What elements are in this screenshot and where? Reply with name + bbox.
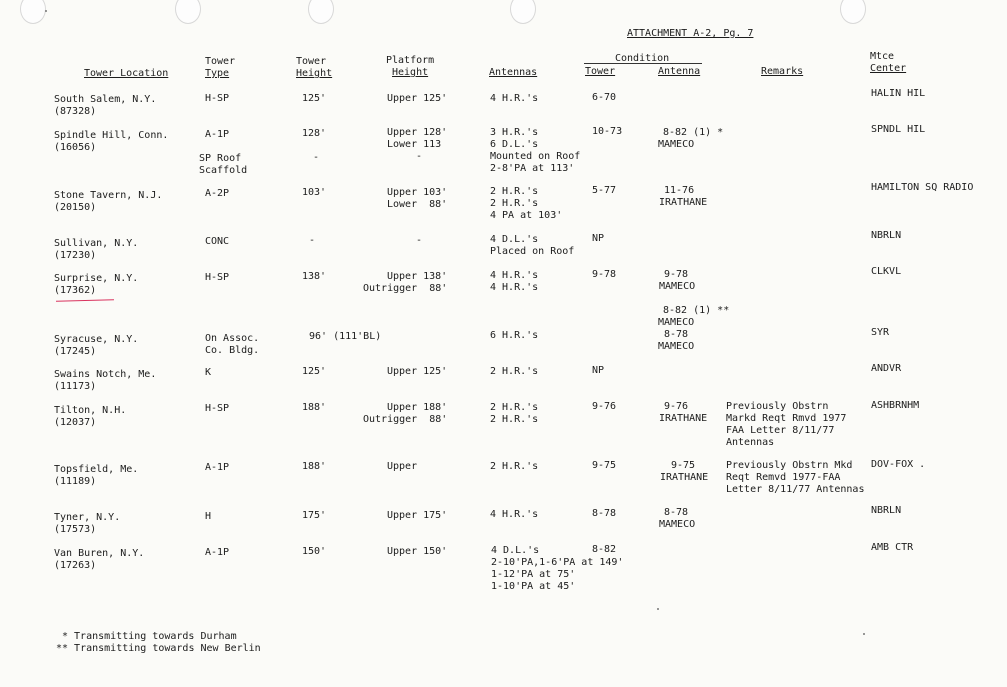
- header-condition: Condition: [615, 53, 670, 64]
- row-cond-antenna: MAMECO: [659, 281, 696, 292]
- row-antennas: 1-10'PA at 45': [491, 581, 576, 592]
- row-location-code: (11189): [54, 476, 97, 487]
- header-remarks: Remarks: [761, 66, 804, 77]
- row-cond-tower: 9-78: [592, 269, 617, 280]
- row-tower-height: 188': [302, 461, 327, 472]
- row-antennas: 4 H.R.'s: [490, 270, 539, 281]
- row-antennas: Mounted on Roof: [490, 151, 581, 162]
- row-location: Tilton, N.H.: [54, 405, 127, 416]
- row-mtce-center: SYR: [871, 327, 890, 338]
- row-location: Swains Notch, Me.: [54, 369, 157, 380]
- row-location-code: (11173): [54, 381, 97, 392]
- row-location-code: (17263): [54, 560, 97, 571]
- row-cond-tower: NP: [592, 365, 605, 376]
- row-remarks: Previously Obstrn: [726, 401, 829, 412]
- row-tower-height: -: [309, 235, 316, 246]
- row-mtce-center: HALIN HIL: [871, 88, 926, 99]
- row-antennas: 6 D.L.'s: [490, 139, 539, 150]
- row-cond-antenna: 8-82 (1) *: [663, 127, 724, 138]
- row-location: Van Buren, N.Y.: [54, 548, 145, 559]
- row-antennas: 2 H.R.'s: [490, 186, 539, 197]
- row-platform: Upper 175': [387, 510, 448, 521]
- row-tower-height: 150': [302, 546, 327, 557]
- row-cond-tower: 8-78: [592, 508, 617, 519]
- row-antennas: 4 H.R.'s: [490, 509, 539, 520]
- header-tower-type-2: Type: [205, 68, 230, 79]
- row-tower-type: A-1P: [205, 129, 230, 140]
- row-platform: Lower 88': [387, 199, 448, 210]
- row-tower-type: K: [205, 367, 212, 378]
- row-antennas: 4 D.L.'s: [491, 545, 540, 556]
- row-antennas: 2 H.R.'s: [490, 414, 539, 425]
- row-platform: Upper 188': [387, 402, 448, 413]
- header-platform-height-2: Height: [392, 67, 429, 78]
- row-mtce-center: ANDVR: [871, 363, 902, 374]
- row-antennas: 4 H.R.'s: [490, 93, 539, 104]
- row-cond-tower: 6-70: [592, 92, 617, 103]
- row-location: Spindle Hill, Conn.: [54, 130, 169, 141]
- footnote-new-berlin: ** Transmitting towards New Berlin: [56, 643, 261, 654]
- header-condition-antenna: Antenna: [658, 66, 701, 77]
- row-tower-height: 188': [302, 402, 327, 413]
- scan-speck: [45, 10, 47, 12]
- row-antennas: 2 H.R.'s: [490, 198, 539, 209]
- row-tower-type: SP Roof: [199, 153, 242, 164]
- row-antennas: 4 D.L.'s: [490, 234, 539, 245]
- row-antennas: 4 H.R.'s: [490, 282, 539, 293]
- row-antennas: 2 H.R.'s: [490, 366, 539, 377]
- header-mtce-center-1: Mtce: [870, 51, 895, 62]
- row-tower-type: On Assoc.: [205, 333, 260, 344]
- row-mtce-center: AMB CTR: [871, 542, 914, 553]
- row-cond-antenna: 9-76: [664, 401, 689, 412]
- header-antennas: Antennas: [489, 67, 538, 78]
- row-mtce-center: NBRLN: [871, 505, 902, 516]
- row-antennas: Placed on Roof: [490, 246, 575, 257]
- row-tower-height: 175': [302, 510, 327, 521]
- row-mtce-center: DOV-FOX .: [871, 459, 926, 470]
- row-remarks: Reqt Remvd 1977-FAA: [726, 472, 841, 483]
- row-antennas: 6 H.R.'s: [490, 330, 539, 341]
- row-tower-height: 96' (111'BL): [309, 331, 382, 342]
- row-platform: Upper 125': [387, 93, 448, 104]
- row-tower-type: A-1P: [205, 547, 230, 558]
- scan-speck: [657, 608, 659, 610]
- row-cond-antenna: IRATHANE: [660, 472, 709, 483]
- row-cond-antenna: 8-82 (1) **: [663, 305, 730, 316]
- row-location: South Salem, N.Y.: [54, 94, 157, 105]
- binder-hole: [510, 0, 536, 24]
- row-mtce-center: ASHBRNHM: [871, 400, 920, 411]
- row-platform: -: [416, 151, 423, 162]
- row-antennas: 2 H.R.'s: [490, 402, 539, 413]
- condition-rule: [584, 63, 702, 64]
- row-cond-tower: 5-77: [592, 185, 617, 196]
- row-platform: -: [416, 235, 423, 246]
- header-tower-type-1: Tower: [205, 56, 236, 67]
- row-cond-antenna: MAMECO: [659, 519, 696, 530]
- row-location-code: (17573): [54, 524, 97, 535]
- row-tower-height: -: [313, 152, 320, 163]
- row-cond-antenna: 8-78: [664, 507, 689, 518]
- row-tower-type: H-SP: [205, 403, 230, 414]
- row-cond-tower: 9-76: [592, 401, 617, 412]
- row-cond-tower: 8-82: [592, 544, 617, 555]
- row-tower-type: H-SP: [205, 93, 230, 104]
- row-cond-antenna: IRATHANE: [659, 197, 708, 208]
- row-mtce-center: CLKVL: [871, 266, 902, 277]
- binder-hole: [175, 0, 201, 24]
- header-platform-height-1: Platform: [386, 55, 435, 66]
- row-platform: Upper 138': [387, 271, 448, 282]
- row-cond-antenna: 9-78: [664, 269, 689, 280]
- row-tower-type: Scaffold: [199, 165, 248, 176]
- row-tower-height: 138': [302, 271, 327, 282]
- row-location-code: (17362): [54, 285, 97, 296]
- row-remarks: Markd Reqt Rmvd 1977: [726, 413, 847, 424]
- row-antennas: 3 H.R.'s: [490, 127, 539, 138]
- row-cond-antenna: 9-75: [671, 460, 696, 471]
- row-tower-type: A-2P: [205, 188, 230, 199]
- row-cond-antenna: MAMECO: [658, 139, 695, 150]
- row-tower-type: Co. Bldg.: [205, 345, 260, 356]
- binder-hole: [20, 0, 46, 24]
- row-location-code: (16056): [54, 142, 97, 153]
- row-tower-type: CONC: [205, 236, 230, 247]
- row-cond-tower: 9-75: [592, 460, 617, 471]
- row-platform: Upper 125': [387, 366, 448, 377]
- row-cond-tower: 10-73: [592, 126, 623, 137]
- row-cond-antenna: IRATHANE: [659, 413, 708, 424]
- row-platform: Upper 128': [387, 127, 448, 138]
- row-platform: Outrigger 88': [363, 283, 448, 294]
- row-location: Topsfield, Me.: [54, 464, 139, 475]
- row-remarks: Previously Obstrn Mkd: [726, 460, 853, 471]
- row-tower-height: 125': [302, 93, 327, 104]
- row-antennas: 2 H.R.'s: [490, 461, 539, 472]
- row-tower-height: 125': [302, 366, 327, 377]
- row-tower-type: H: [205, 511, 212, 522]
- row-antennas: 4 PA at 103': [490, 210, 563, 221]
- row-tower-type: H-SP: [205, 272, 230, 283]
- row-location: Stone Tavern, N.J.: [54, 190, 163, 201]
- row-mtce-center: HAMILTON SQ RADIO: [871, 182, 974, 193]
- row-location-code: (12037): [54, 417, 97, 428]
- row-remarks: Antennas: [726, 437, 775, 448]
- binder-hole: [308, 0, 334, 24]
- row-cond-antenna: MAMECO: [658, 341, 695, 352]
- footnote-durham: * Transmitting towards Durham: [62, 631, 237, 642]
- row-location: Sullivan, N.Y.: [54, 238, 139, 249]
- row-remarks: FAA Letter 8/11/77: [726, 425, 835, 436]
- row-cond-antenna: 8-78: [664, 329, 689, 340]
- row-location-code: (17245): [54, 346, 97, 357]
- header-mtce-center-2: Center: [870, 63, 907, 74]
- red-pen-underline: [56, 299, 114, 302]
- row-location-code: (87328): [54, 106, 97, 117]
- header-condition-tower: Tower: [585, 66, 616, 77]
- row-platform: Upper 150': [387, 546, 448, 557]
- row-location: Surprise, N.Y.: [54, 273, 139, 284]
- row-tower-height: 103': [302, 187, 327, 198]
- row-mtce-center: NBRLN: [871, 230, 902, 241]
- scan-speck: [863, 633, 865, 635]
- binder-hole: [840, 0, 866, 24]
- row-location: Tyner, N.Y.: [54, 512, 121, 523]
- header-tower-height-2: Height: [296, 68, 333, 79]
- row-platform: Lower 113: [387, 139, 442, 150]
- header-tower-height-1: Tower: [296, 56, 327, 67]
- row-antennas: 1-12'PA at 75': [491, 569, 576, 580]
- row-platform: Upper 103': [387, 187, 448, 198]
- header-tower-location: Tower Location: [84, 68, 169, 79]
- row-antennas: 2-10'PA,1-6'PA at 149': [491, 557, 624, 568]
- row-remarks: Letter 8/11/77 Antennas: [726, 484, 865, 495]
- row-cond-tower: NP: [592, 233, 605, 244]
- row-location-code: (17230): [54, 250, 97, 261]
- row-location-code: (20150): [54, 202, 97, 213]
- row-location: Syracuse, N.Y.: [54, 334, 139, 345]
- row-mtce-center: SPNDL HIL: [871, 124, 926, 135]
- row-platform: Outrigger 88': [363, 414, 448, 425]
- row-cond-antenna: MAMECO: [658, 317, 695, 328]
- row-cond-antenna: 11-76: [664, 185, 695, 196]
- attachment-label: ATTACHMENT A-2, Pg. 7: [627, 28, 754, 39]
- row-antennas: 2-8'PA at 113': [490, 163, 575, 174]
- row-platform: Upper: [387, 461, 418, 472]
- row-tower-height: 128': [302, 128, 327, 139]
- row-tower-type: A-1P: [205, 462, 230, 473]
